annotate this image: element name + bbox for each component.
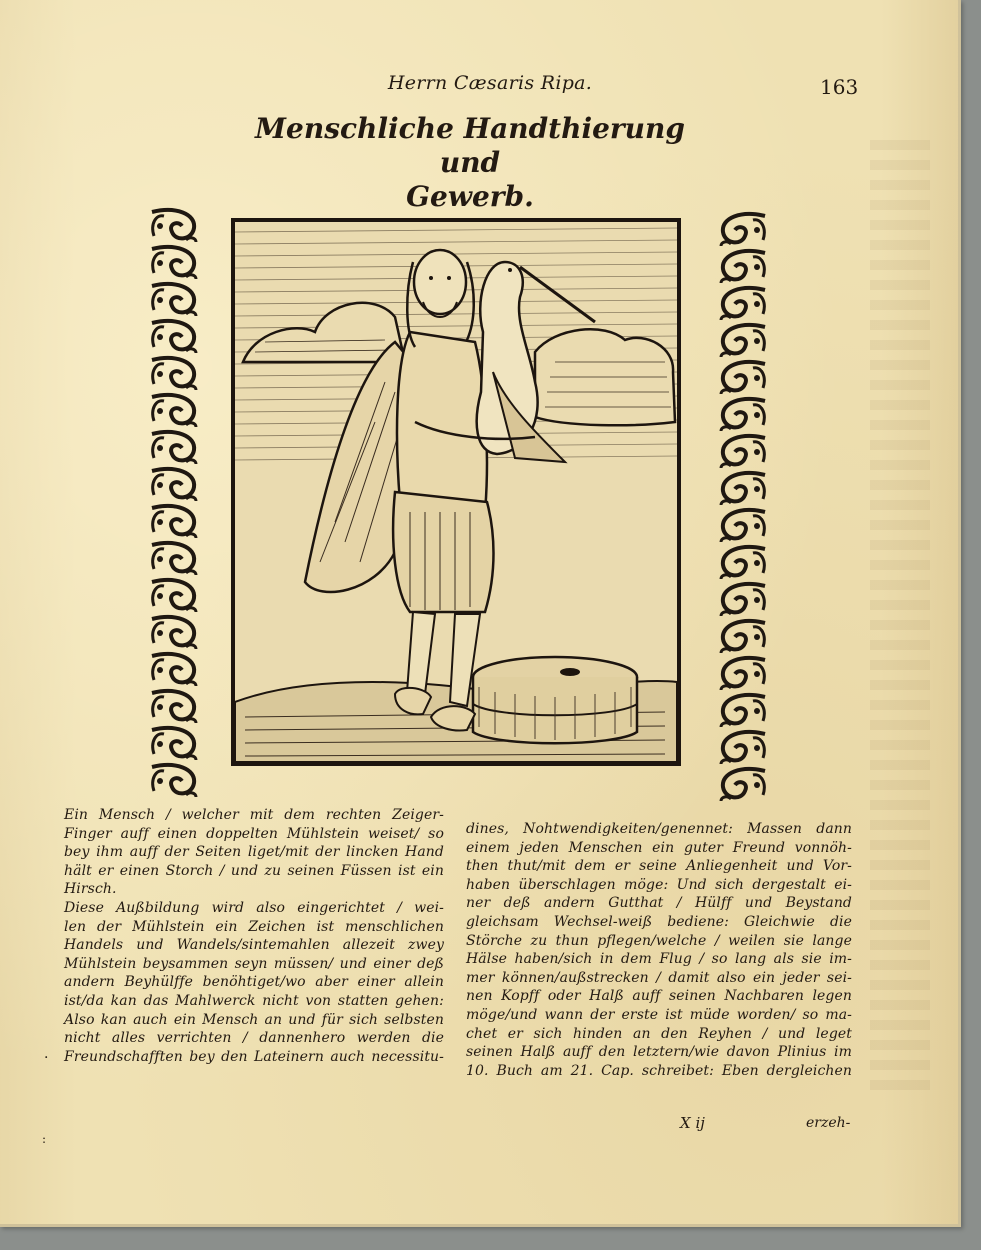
text-line: 10. Buch am 21. Cap. schreibet: Eben dergleichen	[466, 1062, 852, 1079]
text-line: ist/da kan das Mahlwerck nicht von statten gehen:	[64, 992, 444, 1009]
text-line: hält er einen Storch / und zu seinen Füssen ist ein	[64, 862, 444, 879]
page-number: 163	[820, 75, 859, 99]
chapter-title-line-1: Menschliche Handthierung und	[255, 112, 685, 179]
text-line: Finger auff einen doppelten Mühlstein weiset/ so	[64, 825, 444, 842]
text-line: chet er sich hinden an den Reyhen / und leget	[466, 1025, 852, 1042]
text-line: Ein Mensch / welcher mit dem rechten Zeiger-	[64, 807, 444, 823]
margin-mark: ·	[44, 1050, 49, 1066]
text-line: haben überschlagen möge: Und sich dergestalt ei-	[466, 876, 852, 893]
text-line: gleichsam Wechsel-weiß bediene: Gleichwie die	[466, 913, 852, 930]
text-column-right	[466, 820, 852, 1080]
text-line: len der Mühlstein ein Zeichen ist menschlichen	[64, 918, 444, 935]
margin-mark: :	[42, 1132, 47, 1146]
catchword: erzeh-	[806, 1115, 851, 1131]
scroll-ornament-icon	[146, 206, 202, 802]
left-ornament-border	[146, 206, 202, 802]
text-line: Störche zu thun pflegen/welche / weilen sie lange	[466, 932, 852, 949]
text-line: Diese Außbildung wird also eingerichtet / wei-	[64, 899, 444, 916]
text-line: dines, Nohtwendigkeiten/genennet: Massen dann	[466, 821, 852, 837]
text-line: möge/und wann der erste ist müde worden/ so ma-	[466, 1006, 852, 1023]
text-line: einem jeden Menschen ein guter Freund vonnöh-	[466, 839, 852, 856]
text-line: nicht alles verrichten / dannenhero werden die	[64, 1030, 444, 1047]
text-line: Hälse haben/sich in dem Flug / so lang als sie im-	[466, 951, 852, 968]
text-column-left	[64, 806, 444, 1066]
text-line: Hirsch.	[64, 881, 117, 898]
text-line: Handels und Wandels/sintemahlen allezeit zwey	[64, 937, 444, 954]
woodcut-man-with-stork-and-millstone-icon	[235, 222, 677, 762]
text-line: Also kan auch ein Mensch an und für sich selbsten	[64, 1011, 444, 1028]
text-line: nen Kopff oder Halß auff seinen Nachbaren legen	[466, 988, 852, 1005]
text-line: Freundschafften bey den Lateinern auch necessitu-	[64, 1048, 444, 1065]
text-line: then thut/mit dem er seine Anliegenheit und Vor-	[466, 858, 852, 875]
signature-mark: X ij	[680, 1114, 705, 1132]
text-line: Mühlstein beysammen seyn müssen/ und einer deß	[64, 955, 444, 972]
woodcut-illustration	[231, 218, 681, 766]
chapter-title	[250, 112, 690, 214]
show-through-texture	[870, 140, 930, 1100]
text-line: mer können/außstrecken / damit also ein jeder sei-	[466, 969, 852, 986]
text-line: bey ihm auff der Seiten liget/mit der lincken Hand	[64, 844, 444, 861]
scroll-ornament-icon	[715, 210, 771, 810]
running-title: Herrn Cæsaris Ripa.	[387, 72, 593, 94]
text-line: seinen Halß auff den letztern/wie davon Plinius im	[466, 1044, 852, 1061]
chapter-title-line-2: Gewerb.	[406, 180, 534, 213]
text-line: andern Beyhülffe benöhtiget/wo aber einer allein	[64, 974, 444, 991]
text-line: ner deß andern Gutthat / Hülff und Beystand	[466, 895, 852, 912]
right-ornament-border	[715, 210, 771, 810]
